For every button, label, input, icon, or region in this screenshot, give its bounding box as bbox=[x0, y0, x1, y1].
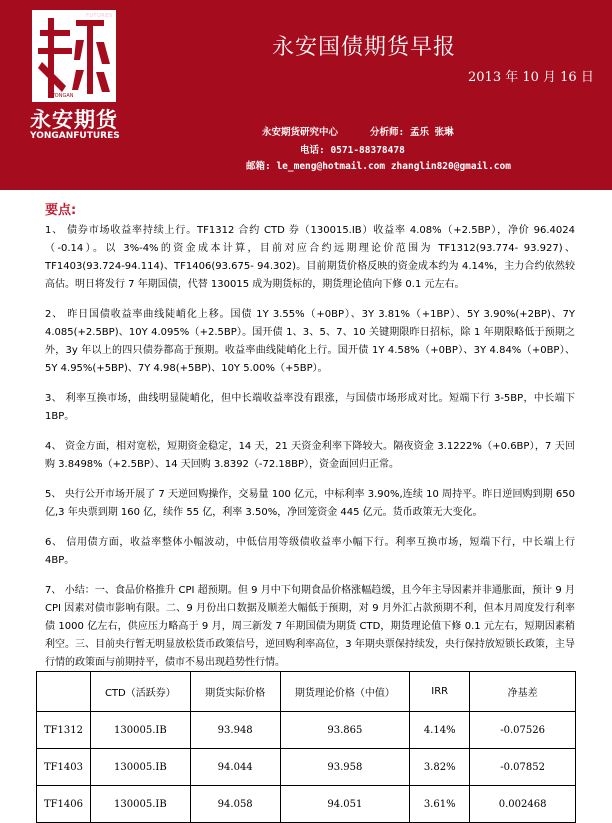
key-points bbox=[45, 199, 575, 672]
contact-phone: 电话: 0571-88378478 bbox=[300, 145, 405, 156]
table-header-cell: CTD（活跃券） bbox=[90, 672, 190, 712]
table-header-cell: 净基差 bbox=[470, 672, 576, 712]
point-7: 7、 小结：一、食品价格推升 CPI 超预期。但 9 月中下旬期食品价格涨幅趋缓，且今年主导因素并非通胀面，预计 9 月 CPI 因素对债市影响有限。二、9 月份出口数据及顺差大幅低于预期，对 9 月外汇占款预期不利，但本月周度发行利率债 1000 亿左右，供应压力略高于 9 月，周三新发 7 年期国债为期货 CTD，期货理论值下修 0.1 元左右，短期因素稍利空。三、目前央行暂无明显放松货币政策信号，逆回购利率高位，3 年期央票保持续发，央行保持放短锁长政策，主导行情的政策面与前期持平，债市不易出现趋势性行情。 bbox=[45, 585, 575, 668]
table-cell: 93.958 bbox=[280, 749, 410, 786]
table-cell: 94.058 bbox=[190, 786, 280, 823]
table-row bbox=[37, 749, 576, 786]
table-cell: TF1312 bbox=[37, 712, 91, 749]
contact-email: 邮箱: le_meng@hotmail.com zhanglin820@gmail.com bbox=[246, 161, 511, 172]
table-cell: 0.002468 bbox=[470, 786, 576, 823]
futures-price-table bbox=[36, 671, 576, 823]
report-header bbox=[0, 0, 612, 190]
point-4: 4、 资金方面，相对宽松，短期资金稳定，14 天，21 天资金利率下降较大。隔夜资金 3.1222%（+0.6BP），7 天回购 3.8498%（+2.5BP）、14 天回购 3.8392（-72.18BP），资金面回归正常。 bbox=[45, 441, 575, 470]
report-date: 2013 年 10 月 16 日 bbox=[468, 70, 594, 85]
logo-mark-icon bbox=[32, 10, 116, 102]
table-row bbox=[37, 786, 576, 823]
report-title: 永安国债期货早报 bbox=[272, 35, 457, 60]
table-cell: 130005.IB bbox=[90, 786, 190, 823]
table-header-cell bbox=[37, 672, 91, 712]
table-cell: 94.051 bbox=[280, 786, 410, 823]
table-cell: 3.61% bbox=[410, 786, 470, 823]
section-title: 要点: bbox=[45, 203, 77, 218]
table-cell: 130005.IB bbox=[90, 749, 190, 786]
analyst-names: 分析师: 孟乐 张琳 bbox=[370, 127, 454, 138]
table-cell: 93.948 bbox=[190, 712, 280, 749]
table-header-cell: 期货理论价格（中值） bbox=[280, 672, 410, 712]
table-cell: 3.82% bbox=[410, 749, 470, 786]
table-cell: -0.07526 bbox=[470, 712, 576, 749]
point-6: 6、 信用债方面，收益率整体小幅波动，中低信用等级债收益率小幅下行。利率互换市场，短端下行，中长端上行 4BP。 bbox=[45, 537, 575, 566]
table-header-cell: IRR bbox=[410, 672, 470, 712]
table-cell: TF1406 bbox=[37, 786, 91, 823]
table-cell: TF1403 bbox=[37, 749, 91, 786]
table-header-cell: 期货实际价格 bbox=[190, 672, 280, 712]
logo-yongan-text: YONGAN bbox=[52, 93, 74, 99]
logo-english-name: YONGANFUTURES bbox=[30, 131, 120, 141]
point-3: 3、 利率互换市场，曲线明显陡峭化，但中长端收益率没有跟涨，与国债市场形成对比。短端下行 3-5BP，中长端下 1BP。 bbox=[45, 393, 575, 422]
table-header-row bbox=[37, 672, 576, 712]
research-dept: 永安期货研究中心 bbox=[262, 127, 339, 138]
point-5: 5、 央行公开市场开展了 7 天逆回购操作，交易量 100 亿元，中标利率 3.90%,连续 10 周持平。昨日逆回购到期 650 亿,3 年央票到期 160 亿，续作 55 亿，利率 3.50%，净回笼资金 445 亿元。货币政策无大变化。 bbox=[45, 489, 575, 518]
company-logo bbox=[32, 10, 116, 102]
point-1: 1、 债券市场收益率持续上行。TF1312 合约 CTD 券（130015.IB）收益率 4.08%（+2.5BP），净价 96.4024（-0.14）。以 3%-4%的资金成本计算，目前对应合约远期理论价范围为 TF1312(93.774- 93.927)、TF1403(93.724-94.114)、TF1406(93.675- 94.302)。目前期货价格反映的资金成本约为 4.14%，主力合约依然较高估。明日将发行 7 年期国债，代替 130015 成为期货标的，期货理论值向下修 0.1 元左右。 bbox=[45, 225, 575, 290]
table-cell: 94.044 bbox=[190, 749, 280, 786]
table-cell: 93.865 bbox=[280, 712, 410, 749]
table-cell: 130005.IB bbox=[90, 712, 190, 749]
point-2: 2、 昨日国债收益率曲线陡峭化上移。国债 1Y 3.55%（+0BP）、3Y 3.81%（+1BP）、5Y 3.90%(+2BP)、7Y 4.085(+2.5BP)、10Y 4.095%（+2.5BP）。国开债 1、3、5、7、10 关键期限昨日招标，除 1 年期限略低于预期之外，3y 年以上的四只债券都高于预期。收益率曲线陡峭化上行。国开债 1Y 4.58%（+0BP）、3Y 4.84%（+0BP）、5Y 4.95%(+5BP)、7Y 4.98(+5BP)、10Y 5.00%（+5BP）。 bbox=[45, 309, 575, 374]
logo-futures-text: FUTURES bbox=[86, 13, 113, 19]
logo-chinese-name: 永安期货 bbox=[30, 108, 118, 132]
table-cell: -0.07852 bbox=[470, 749, 576, 786]
table-row bbox=[37, 712, 576, 749]
table-cell: 4.14% bbox=[410, 712, 470, 749]
